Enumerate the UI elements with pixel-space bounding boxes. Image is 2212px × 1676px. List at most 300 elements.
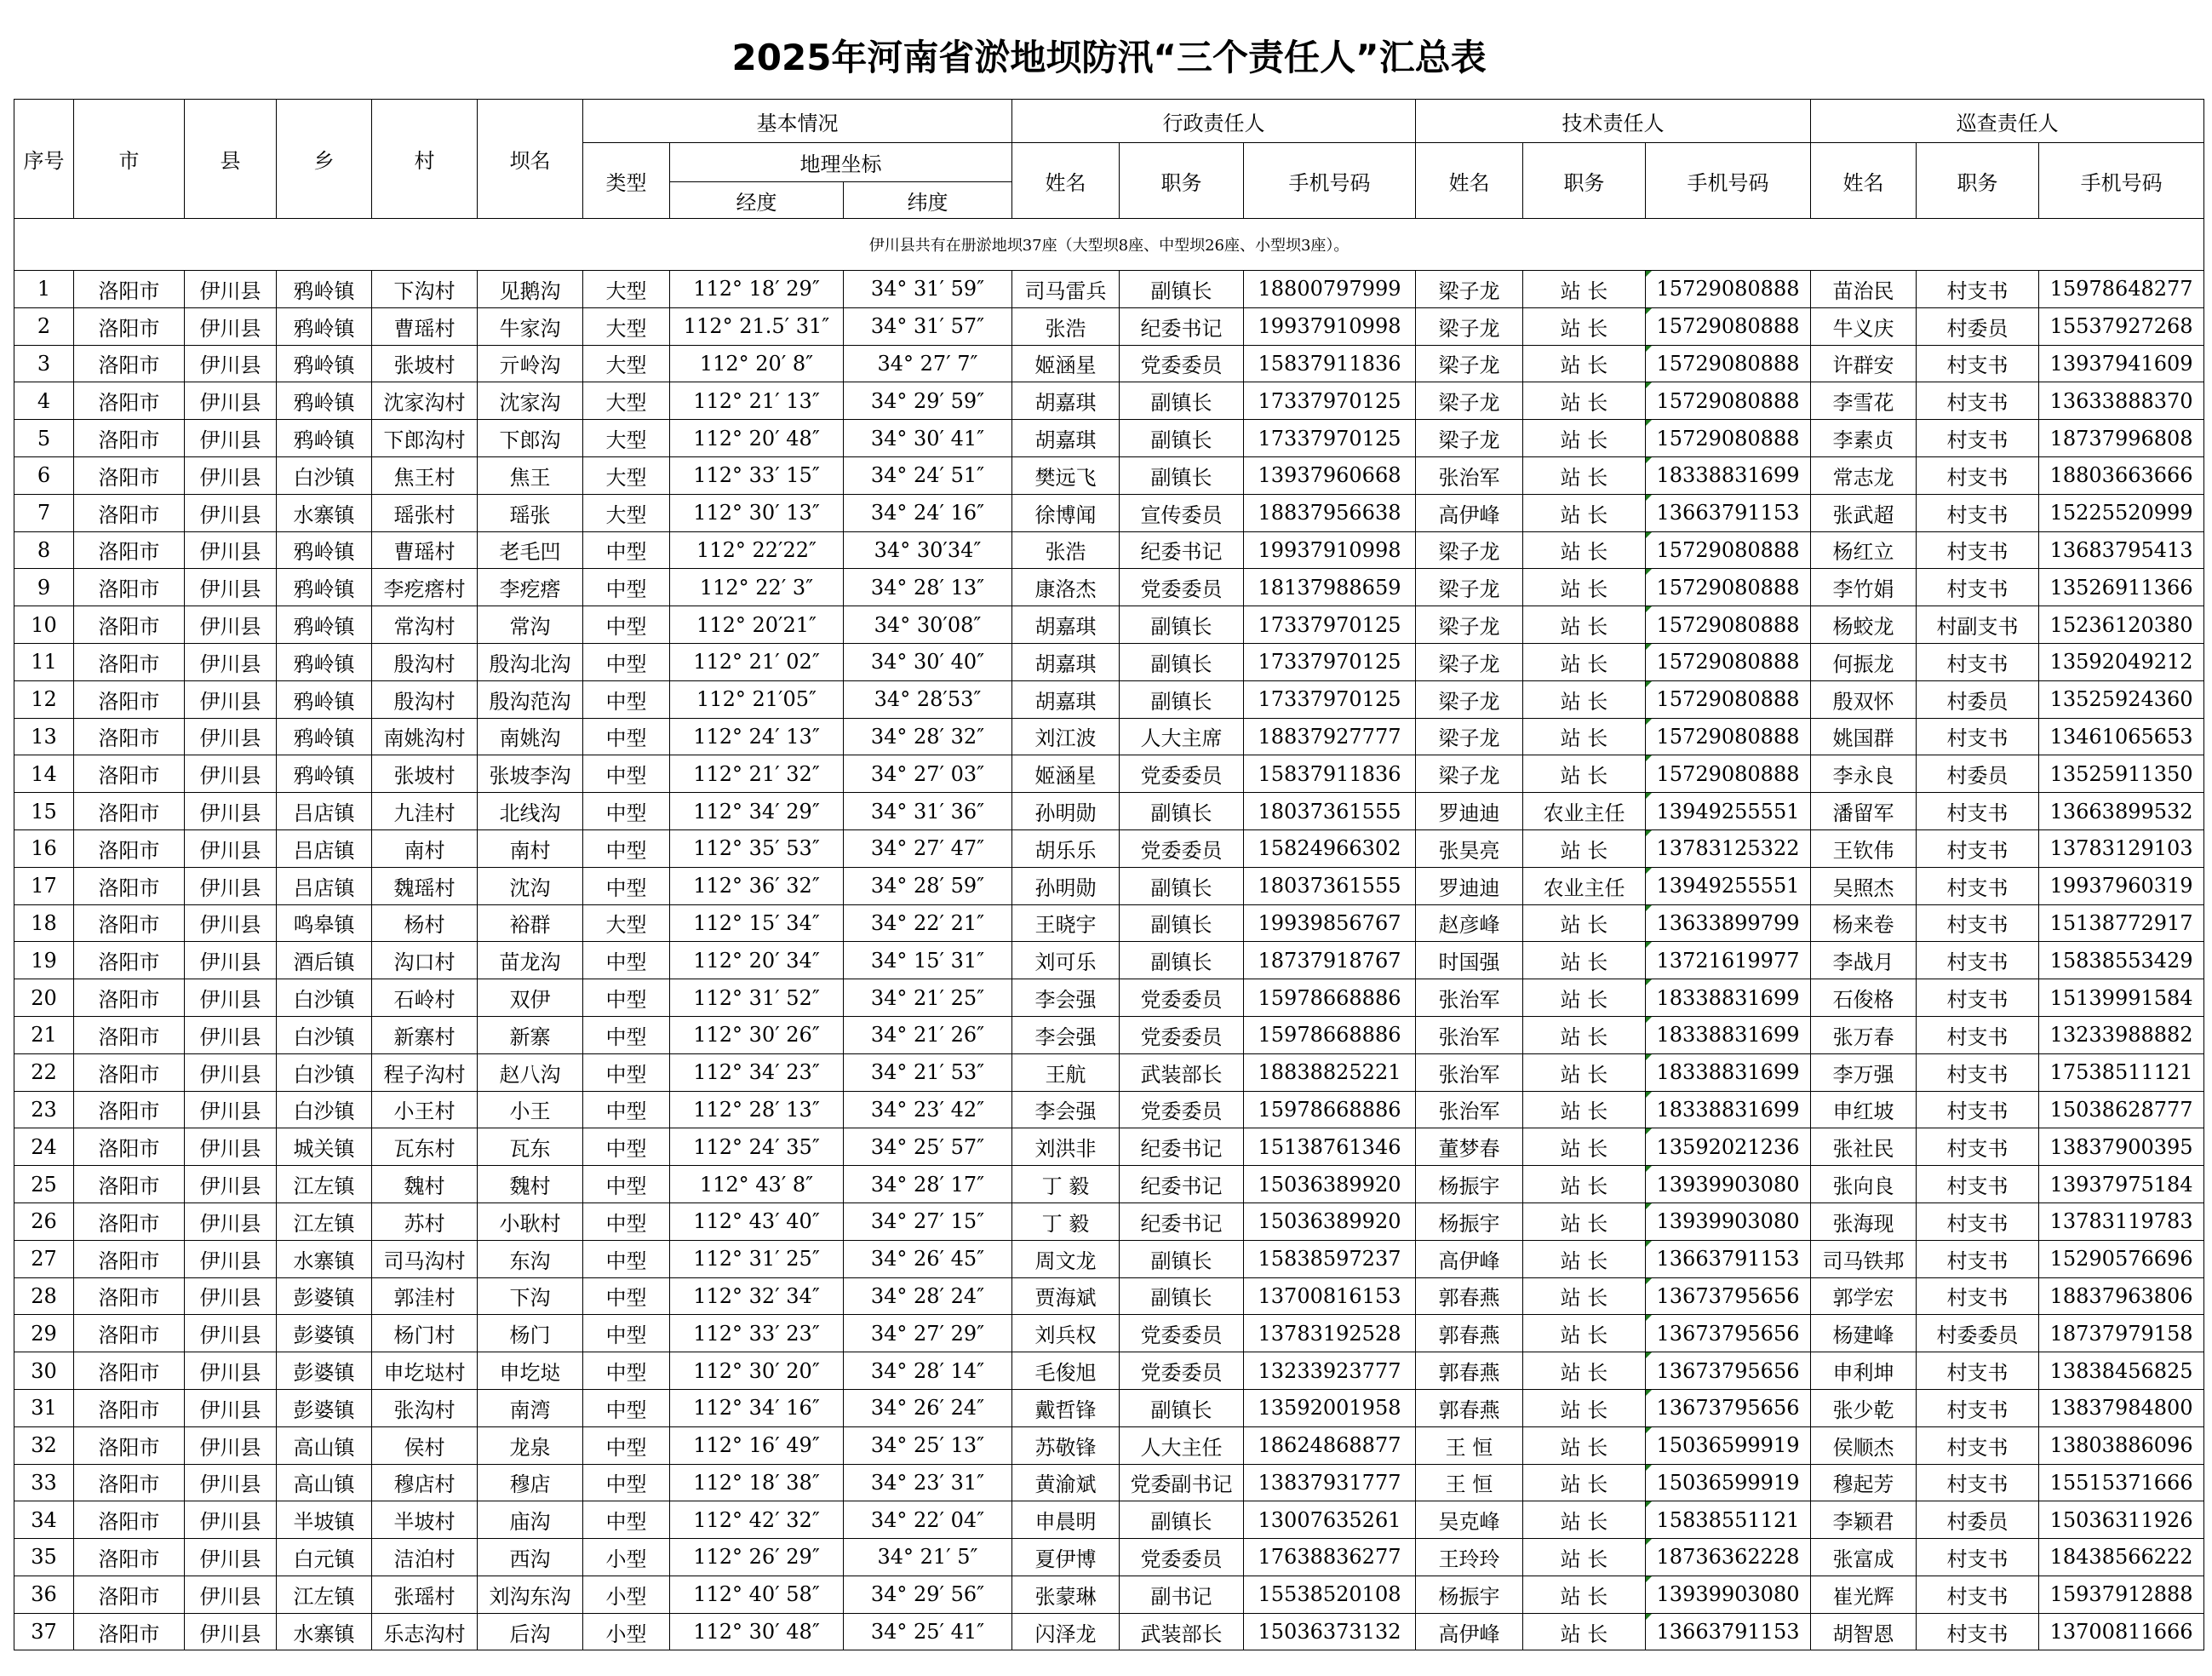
cell-patrol-name: 李战月 xyxy=(1811,942,1917,979)
table-row xyxy=(14,942,2204,979)
cell-seq: 3 xyxy=(14,345,74,382)
cell-village: 张坡村 xyxy=(372,755,478,793)
cell-township: 白沙镇 xyxy=(277,1091,372,1128)
cell-admin-phone: 13007635261 xyxy=(1244,1501,1416,1539)
cell-admin-position: 宣传委员 xyxy=(1120,494,1244,531)
cell-patrol-name: 李素贞 xyxy=(1811,420,1917,457)
cell-type: 大型 xyxy=(583,904,670,942)
cell-dam-name: 双伊 xyxy=(478,979,583,1017)
cell-township: 吕店镇 xyxy=(277,793,372,830)
cell-township: 半坡镇 xyxy=(277,1501,372,1539)
cell-type: 中型 xyxy=(583,1277,670,1315)
cell-longitude: 112° 22′ 3″ xyxy=(670,569,844,606)
cell-latitude: 34° 25′ 41″ xyxy=(844,1613,1012,1650)
cell-tech-phone: 15838551121 xyxy=(1646,1501,1811,1539)
cell-admin-position: 副镇长 xyxy=(1120,1501,1244,1539)
table-row xyxy=(14,718,2204,755)
cell-seq: 34 xyxy=(14,1501,74,1539)
cell-tech-position: 站 长 xyxy=(1523,1389,1646,1426)
cell-seq: 6 xyxy=(14,456,74,494)
cell-village: 南姚沟村 xyxy=(372,718,478,755)
cell-city: 洛阳市 xyxy=(74,1053,185,1091)
cell-village: 穆店村 xyxy=(372,1464,478,1501)
cell-tech-phone: 15729080888 xyxy=(1646,382,1811,420)
cell-latitude: 34° 30′34″ xyxy=(844,531,1012,569)
cell-tech-phone: 15729080888 xyxy=(1646,680,1811,718)
cell-city: 洛阳市 xyxy=(74,1464,185,1501)
cell-township: 彭婆镇 xyxy=(277,1315,372,1352)
header-seq: 序号 xyxy=(14,100,74,219)
cell-dam-name: 魏村 xyxy=(478,1166,583,1203)
header-tech-position: 职务 xyxy=(1523,143,1646,219)
cell-tech-name: 王 恒 xyxy=(1416,1464,1523,1501)
cell-admin-position: 党委副书记 xyxy=(1120,1464,1244,1501)
cell-tech-phone: 13949255551 xyxy=(1646,867,1811,904)
cell-patrol-position: 村支书 xyxy=(1917,793,2039,830)
cell-dam-name: 殷沟范沟 xyxy=(478,680,583,718)
cell-patrol-name: 常志龙 xyxy=(1811,456,1917,494)
cell-latitude: 34° 21′ 25″ xyxy=(844,979,1012,1017)
cell-patrol-phone: 13592049212 xyxy=(2039,643,2204,680)
cell-tech-name: 梁子龙 xyxy=(1416,643,1523,680)
cell-patrol-phone: 13663899532 xyxy=(2039,793,2204,830)
cell-tech-name: 梁子龙 xyxy=(1416,271,1523,308)
cell-tech-name: 郭春燕 xyxy=(1416,1389,1523,1426)
header-admin-position: 职务 xyxy=(1120,143,1244,219)
cell-seq: 11 xyxy=(14,643,74,680)
cell-patrol-name: 张海现 xyxy=(1811,1202,1917,1240)
header-basic-info: 基本情况 xyxy=(583,100,1012,143)
cell-longitude: 112° 31′ 25″ xyxy=(670,1240,844,1277)
cell-city: 洛阳市 xyxy=(74,979,185,1017)
cell-longitude: 112° 18′ 29″ xyxy=(670,271,844,308)
cell-tech-phone: 15729080888 xyxy=(1646,531,1811,569)
cell-tech-position: 站 长 xyxy=(1523,1166,1646,1203)
cell-type: 中型 xyxy=(583,680,670,718)
cell-dam-name: 常沟 xyxy=(478,606,583,644)
cell-county: 伊川县 xyxy=(185,904,277,942)
table-row xyxy=(14,606,2204,644)
cell-patrol-position: 村委员 xyxy=(1917,307,2039,345)
cell-tech-name: 梁子龙 xyxy=(1416,345,1523,382)
cell-admin-phone: 13592001958 xyxy=(1244,1389,1416,1426)
cell-seq: 27 xyxy=(14,1240,74,1277)
cell-seq: 37 xyxy=(14,1613,74,1650)
cell-longitude: 112° 20′21″ xyxy=(670,606,844,644)
cell-latitude: 34° 25′ 13″ xyxy=(844,1426,1012,1464)
cell-tech-name: 杨振宇 xyxy=(1416,1202,1523,1240)
cell-latitude: 34° 31′ 59″ xyxy=(844,271,1012,308)
cell-county: 伊川县 xyxy=(185,420,277,457)
cell-city: 洛阳市 xyxy=(74,1091,185,1128)
table-row xyxy=(14,904,2204,942)
cell-patrol-position: 村支书 xyxy=(1917,569,2039,606)
cell-county: 伊川县 xyxy=(185,829,277,867)
cell-city: 洛阳市 xyxy=(74,829,185,867)
cell-tech-position: 站 长 xyxy=(1523,1091,1646,1128)
cell-admin-position: 党委委员 xyxy=(1120,569,1244,606)
cell-city: 洛阳市 xyxy=(74,680,185,718)
cell-tech-name: 高伊峰 xyxy=(1416,1240,1523,1277)
cell-seq: 10 xyxy=(14,606,74,644)
cell-type: 中型 xyxy=(583,1501,670,1539)
cell-township: 鸦岭镇 xyxy=(277,345,372,382)
cell-tech-name: 张昊亮 xyxy=(1416,829,1523,867)
cell-seq: 7 xyxy=(14,494,74,531)
cell-city: 洛阳市 xyxy=(74,606,185,644)
cell-longitude: 112° 43′ 8″ xyxy=(670,1166,844,1203)
cell-patrol-phone: 15515371666 xyxy=(2039,1464,2204,1501)
cell-admin-name: 胡嘉琪 xyxy=(1012,606,1120,644)
cell-patrol-phone: 15838553429 xyxy=(2039,942,2204,979)
cell-patrol-position: 村支书 xyxy=(1917,1426,2039,1464)
cell-admin-name: 李会强 xyxy=(1012,979,1120,1017)
cell-patrol-name: 吴照杰 xyxy=(1811,867,1917,904)
cell-admin-name: 王晓宇 xyxy=(1012,904,1120,942)
cell-city: 洛阳市 xyxy=(74,1352,185,1390)
cell-county: 伊川县 xyxy=(185,382,277,420)
cell-admin-phone: 17337970125 xyxy=(1244,420,1416,457)
cell-tech-position: 站 长 xyxy=(1523,1053,1646,1091)
cell-longitude: 112° 26′ 29″ xyxy=(670,1539,844,1576)
cell-village: 魏瑶村 xyxy=(372,867,478,904)
cell-tech-phone: 15729080888 xyxy=(1646,718,1811,755)
cell-tech-name: 王 恒 xyxy=(1416,1426,1523,1464)
cell-township: 江左镇 xyxy=(277,1202,372,1240)
cell-tech-position: 站 长 xyxy=(1523,307,1646,345)
cell-latitude: 34° 15′ 31″ xyxy=(844,942,1012,979)
cell-patrol-position: 村支书 xyxy=(1917,1464,2039,1501)
cell-admin-position: 纪委书记 xyxy=(1120,1166,1244,1203)
cell-patrol-phone: 18837963806 xyxy=(2039,1277,2204,1315)
cell-seq: 26 xyxy=(14,1202,74,1240)
cell-village: 张沟村 xyxy=(372,1389,478,1426)
cell-admin-phone: 15138761346 xyxy=(1244,1128,1416,1166)
header-tech-name: 姓名 xyxy=(1416,143,1523,219)
cell-latitude: 34° 27′ 47″ xyxy=(844,829,1012,867)
cell-admin-position: 党委委员 xyxy=(1120,755,1244,793)
cell-admin-phone: 17638836277 xyxy=(1244,1539,1416,1576)
cell-longitude: 112° 21′ 32″ xyxy=(670,755,844,793)
cell-dam-name: 老毛凹 xyxy=(478,531,583,569)
cell-admin-position: 副镇长 xyxy=(1120,456,1244,494)
table-row xyxy=(14,1053,2204,1091)
cell-tech-name: 董梦春 xyxy=(1416,1128,1523,1166)
cell-county: 伊川县 xyxy=(185,942,277,979)
table-row xyxy=(14,307,2204,345)
table-row xyxy=(14,1426,2204,1464)
cell-admin-phone: 18737918767 xyxy=(1244,942,1416,979)
cell-patrol-position: 村支书 xyxy=(1917,456,2039,494)
cell-admin-name: 毛俊旭 xyxy=(1012,1352,1120,1390)
cell-village: 李疙瘩村 xyxy=(372,569,478,606)
cell-county: 伊川县 xyxy=(185,456,277,494)
cell-admin-name: 孙明勋 xyxy=(1012,793,1120,830)
cell-patrol-position: 村支书 xyxy=(1917,942,2039,979)
cell-admin-phone: 15978668886 xyxy=(1244,979,1416,1017)
cell-patrol-phone: 13803886096 xyxy=(2039,1426,2204,1464)
cell-township: 水寨镇 xyxy=(277,1240,372,1277)
cell-seq: 14 xyxy=(14,755,74,793)
cell-township: 白沙镇 xyxy=(277,979,372,1017)
cell-township: 鸦岭镇 xyxy=(277,606,372,644)
cell-admin-phone: 19939856767 xyxy=(1244,904,1416,942)
header-village: 村 xyxy=(372,100,478,219)
cell-type: 中型 xyxy=(583,1315,670,1352)
cell-patrol-phone: 19937960319 xyxy=(2039,867,2204,904)
cell-patrol-phone: 15038628777 xyxy=(2039,1091,2204,1128)
cell-township: 鸦岭镇 xyxy=(277,531,372,569)
cell-latitude: 34° 24′ 16″ xyxy=(844,494,1012,531)
cell-admin-phone: 18037361555 xyxy=(1244,867,1416,904)
cell-longitude: 112° 20′ 8″ xyxy=(670,345,844,382)
cell-patrol-phone: 13937941609 xyxy=(2039,345,2204,382)
cell-type: 中型 xyxy=(583,755,670,793)
cell-dam-name: 穆店 xyxy=(478,1464,583,1501)
cell-type: 中型 xyxy=(583,1352,670,1390)
cell-dam-name: 东沟 xyxy=(478,1240,583,1277)
cell-patrol-position: 村副支书 xyxy=(1917,606,2039,644)
cell-dam-name: 南姚沟 xyxy=(478,718,583,755)
cell-city: 洛阳市 xyxy=(74,307,185,345)
cell-latitude: 34° 21′ 5″ xyxy=(844,1539,1012,1576)
cell-latitude: 34° 28′ 14″ xyxy=(844,1352,1012,1390)
cell-township: 鸦岭镇 xyxy=(277,718,372,755)
cell-city: 洛阳市 xyxy=(74,755,185,793)
cell-dam-name: 见鹅沟 xyxy=(478,271,583,308)
cell-city: 洛阳市 xyxy=(74,494,185,531)
cell-type: 中型 xyxy=(583,1240,670,1277)
cell-county: 伊川县 xyxy=(185,307,277,345)
cell-patrol-phone: 18438566222 xyxy=(2039,1539,2204,1576)
table-row xyxy=(14,680,2204,718)
cell-tech-position: 站 长 xyxy=(1523,1202,1646,1240)
cell-admin-phone: 13837931777 xyxy=(1244,1464,1416,1501)
cell-township: 彭婆镇 xyxy=(277,1352,372,1390)
cell-tech-position: 站 长 xyxy=(1523,1128,1646,1166)
cell-patrol-name: 杨建峰 xyxy=(1811,1315,1917,1352)
cell-patrol-phone: 13461065653 xyxy=(2039,718,2204,755)
cell-type: 大型 xyxy=(583,345,670,382)
cell-tech-position: 站 长 xyxy=(1523,420,1646,457)
cell-township: 鸦岭镇 xyxy=(277,307,372,345)
cell-patrol-position: 村支书 xyxy=(1917,1277,2039,1315)
cell-seq: 32 xyxy=(14,1426,74,1464)
cell-dam-name: 瓦东 xyxy=(478,1128,583,1166)
cell-patrol-phone: 13526911366 xyxy=(2039,569,2204,606)
header-county: 县 xyxy=(185,100,277,219)
cell-seq: 4 xyxy=(14,382,74,420)
cell-city: 洛阳市 xyxy=(74,456,185,494)
header-patrol: 巡查责任人 xyxy=(1811,100,2204,143)
cell-city: 洛阳市 xyxy=(74,1501,185,1539)
cell-patrol-name: 石俊格 xyxy=(1811,979,1917,1017)
cell-tech-name: 郭春燕 xyxy=(1416,1315,1523,1352)
cell-latitude: 34° 29′ 59″ xyxy=(844,382,1012,420)
cell-tech-position: 站 长 xyxy=(1523,1501,1646,1539)
cell-seq: 5 xyxy=(14,420,74,457)
cell-admin-name: 胡嘉琪 xyxy=(1012,382,1120,420)
cell-admin-name: 樊远飞 xyxy=(1012,456,1120,494)
cell-patrol-position: 村支书 xyxy=(1917,420,2039,457)
cell-dam-name: 新寨 xyxy=(478,1016,583,1053)
cell-longitude: 112° 21′ 02″ xyxy=(670,643,844,680)
cell-admin-position: 副镇长 xyxy=(1120,867,1244,904)
table-row xyxy=(14,1464,2204,1501)
cell-county: 伊川县 xyxy=(185,979,277,1017)
cell-dam-name: 申圪垯 xyxy=(478,1352,583,1390)
table-row xyxy=(14,793,2204,830)
cell-patrol-position: 村委员 xyxy=(1917,755,2039,793)
cell-city: 洛阳市 xyxy=(74,1389,185,1426)
cell-admin-phone: 15837911836 xyxy=(1244,755,1416,793)
header-latitude: 纬度 xyxy=(844,182,1012,219)
cell-county: 伊川县 xyxy=(185,1539,277,1576)
cell-seq: 35 xyxy=(14,1539,74,1576)
cell-township: 城关镇 xyxy=(277,1128,372,1166)
table-row xyxy=(14,271,2204,308)
cell-tech-position: 站 长 xyxy=(1523,979,1646,1017)
cell-seq: 2 xyxy=(14,307,74,345)
cell-tech-name: 梁子龙 xyxy=(1416,569,1523,606)
cell-type: 大型 xyxy=(583,271,670,308)
cell-tech-position: 站 长 xyxy=(1523,1352,1646,1390)
cell-township: 水寨镇 xyxy=(277,1613,372,1650)
cell-latitude: 34° 27′ 03″ xyxy=(844,755,1012,793)
cell-village: 曹瑶村 xyxy=(372,531,478,569)
cell-patrol-phone: 18803663666 xyxy=(2039,456,2204,494)
cell-latitude: 34° 22′ 04″ xyxy=(844,1501,1012,1539)
cell-patrol-name: 何振龙 xyxy=(1811,643,1917,680)
cell-village: 苏村 xyxy=(372,1202,478,1240)
cell-patrol-name: 崔光辉 xyxy=(1811,1576,1917,1613)
cell-tech-phone: 13673795656 xyxy=(1646,1352,1811,1390)
cell-longitude: 112° 34′ 23″ xyxy=(670,1053,844,1091)
cell-tech-name: 杨振宇 xyxy=(1416,1166,1523,1203)
cell-admin-position: 副镇长 xyxy=(1120,793,1244,830)
cell-tech-phone: 13939903080 xyxy=(1646,1166,1811,1203)
cell-village: 常沟村 xyxy=(372,606,478,644)
cell-admin-phone: 13937960668 xyxy=(1244,456,1416,494)
cell-tech-position: 站 长 xyxy=(1523,569,1646,606)
table-row xyxy=(14,456,2204,494)
cell-tech-position: 站 长 xyxy=(1523,1464,1646,1501)
cell-patrol-phone: 15537927268 xyxy=(2039,307,2204,345)
cell-tech-position: 站 长 xyxy=(1523,345,1646,382)
cell-tech-name: 梁子龙 xyxy=(1416,718,1523,755)
cell-longitude: 112° 43′ 40″ xyxy=(670,1202,844,1240)
cell-type: 中型 xyxy=(583,1091,670,1128)
cell-latitude: 34° 28′ 32″ xyxy=(844,718,1012,755)
cell-patrol-name: 李雪花 xyxy=(1811,382,1917,420)
cell-seq: 29 xyxy=(14,1315,74,1352)
cell-seq: 21 xyxy=(14,1016,74,1053)
cell-seq: 24 xyxy=(14,1128,74,1166)
cell-dam-name: 北线沟 xyxy=(478,793,583,830)
cell-patrol-position: 村支书 xyxy=(1917,1091,2039,1128)
cell-admin-name: 姬涵星 xyxy=(1012,345,1120,382)
cell-seq: 19 xyxy=(14,942,74,979)
cell-admin-position: 副镇长 xyxy=(1120,1277,1244,1315)
table-row xyxy=(14,643,2204,680)
cell-patrol-position: 村支书 xyxy=(1917,382,2039,420)
cell-tech-phone: 18338831699 xyxy=(1646,1053,1811,1091)
cell-seq: 12 xyxy=(14,680,74,718)
cell-type: 中型 xyxy=(583,569,670,606)
cell-city: 洛阳市 xyxy=(74,1539,185,1576)
cell-type: 中型 xyxy=(583,643,670,680)
cell-county: 伊川县 xyxy=(185,1053,277,1091)
cell-admin-phone: 15978668886 xyxy=(1244,1091,1416,1128)
cell-township: 高山镇 xyxy=(277,1426,372,1464)
cell-patrol-phone: 13525924360 xyxy=(2039,680,2204,718)
cell-latitude: 34° 28′ 59″ xyxy=(844,867,1012,904)
cell-longitude: 112° 30′ 48″ xyxy=(670,1613,844,1650)
cell-village: 杨门村 xyxy=(372,1315,478,1352)
cell-city: 洛阳市 xyxy=(74,1277,185,1315)
table-row xyxy=(14,382,2204,420)
cell-admin-name: 贾海斌 xyxy=(1012,1277,1120,1315)
cell-admin-name: 康洛杰 xyxy=(1012,569,1120,606)
table-row xyxy=(14,755,2204,793)
cell-dam-name: 沈沟 xyxy=(478,867,583,904)
cell-dam-name: 下沟 xyxy=(478,1277,583,1315)
cell-tech-position: 站 长 xyxy=(1523,494,1646,531)
cell-admin-phone: 15036389920 xyxy=(1244,1166,1416,1203)
cell-city: 洛阳市 xyxy=(74,1166,185,1203)
cell-township: 鸦岭镇 xyxy=(277,382,372,420)
cell-admin-name: 黄渝斌 xyxy=(1012,1464,1120,1501)
cell-village: 下沟村 xyxy=(372,271,478,308)
cell-patrol-phone: 13783129103 xyxy=(2039,829,2204,867)
cell-township: 彭婆镇 xyxy=(277,1389,372,1426)
table-row xyxy=(14,1501,2204,1539)
cell-admin-name: 胡嘉琪 xyxy=(1012,643,1120,680)
cell-patrol-name: 杨红立 xyxy=(1811,531,1917,569)
cell-longitude: 112° 30′ 20″ xyxy=(670,1352,844,1390)
cell-patrol-phone: 13233988882 xyxy=(2039,1016,2204,1053)
cell-tech-phone: 15729080888 xyxy=(1646,345,1811,382)
cell-tech-phone: 13939903080 xyxy=(1646,1202,1811,1240)
summary-note: 伊川县共有在册淤地坝37座（大型坝8座、中型坝26座、小型坝3座）。 xyxy=(14,219,2204,271)
cell-tech-phone: 15729080888 xyxy=(1646,569,1811,606)
cell-tech-position: 站 长 xyxy=(1523,1613,1646,1650)
cell-tech-position: 站 长 xyxy=(1523,755,1646,793)
cell-village: 乐志沟村 xyxy=(372,1613,478,1650)
cell-dam-name: 小耿村 xyxy=(478,1202,583,1240)
cell-admin-name: 张蒙琳 xyxy=(1012,1576,1120,1613)
cell-patrol-name: 穆起芳 xyxy=(1811,1464,1917,1501)
table-row xyxy=(14,1277,2204,1315)
header-patrol-position: 职务 xyxy=(1917,143,2039,219)
cell-admin-position: 党委委员 xyxy=(1120,1352,1244,1390)
cell-city: 洛阳市 xyxy=(74,531,185,569)
cell-township: 白沙镇 xyxy=(277,1053,372,1091)
cell-tech-name: 梁子龙 xyxy=(1416,382,1523,420)
cell-tech-name: 高伊峰 xyxy=(1416,494,1523,531)
cell-admin-phone: 18800797999 xyxy=(1244,271,1416,308)
cell-patrol-position: 村支书 xyxy=(1917,829,2039,867)
cell-tech-name: 时国强 xyxy=(1416,942,1523,979)
cell-dam-name: 亓岭沟 xyxy=(478,345,583,382)
cell-admin-position: 党委委员 xyxy=(1120,1315,1244,1352)
table-row xyxy=(14,1389,2204,1426)
cell-village: 焦王村 xyxy=(372,456,478,494)
cell-admin-name: 刘洪非 xyxy=(1012,1128,1120,1166)
cell-longitude: 112° 18′ 38″ xyxy=(670,1464,844,1501)
cell-city: 洛阳市 xyxy=(74,1240,185,1277)
cell-county: 伊川县 xyxy=(185,755,277,793)
